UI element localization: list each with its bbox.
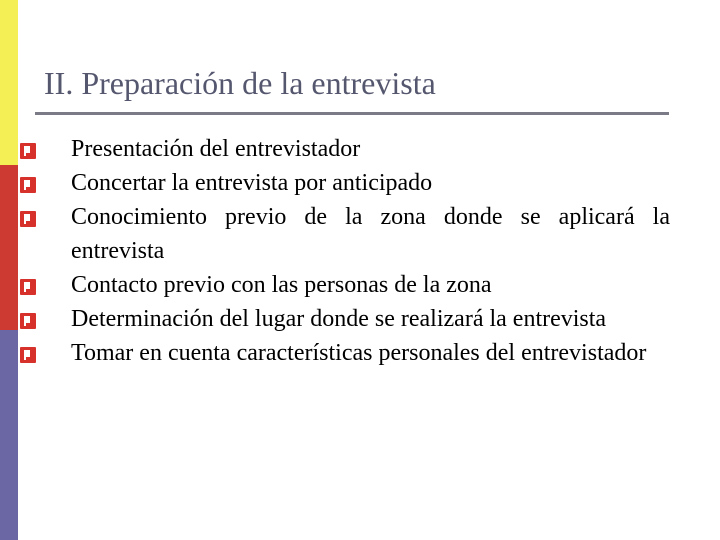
square-p-bullet-icon [20,347,36,363]
bullet-text: Conocimiento previo de la zona donde se aplicará la entrevista [71,204,670,264]
bullet-item [20,336,670,370]
bullet-text: Concertar la entrevista por anticipado [71,170,433,196]
bullet-text: Determinación del lugar donde se realizará la entrevista [71,306,607,332]
square-p-bullet-icon [20,313,36,329]
square-p-bullet-icon [20,143,36,159]
bullet-text: Contacto previo con las personas de la zona [71,272,492,298]
bullet-item [20,302,670,336]
bullet-text: Tomar en cuenta características personales del entrevistador [71,340,647,366]
slide-title: II. Preparación de la entrevista [44,65,436,101]
bullet-item [20,132,670,166]
title-underline [35,112,669,115]
bullet-item [20,268,670,302]
left-accent-bar-yellow [0,0,18,165]
square-p-bullet-icon [20,211,36,227]
left-accent-bar-red [0,165,18,330]
square-p-bullet-icon [20,279,36,295]
square-p-bullet-icon [20,177,36,193]
left-accent-bar-blue [0,330,18,540]
bullet-item [20,166,670,200]
bullet-text: Presentación del entrevistador [71,136,361,162]
bullet-item [20,200,670,268]
bullet-list [20,132,670,370]
